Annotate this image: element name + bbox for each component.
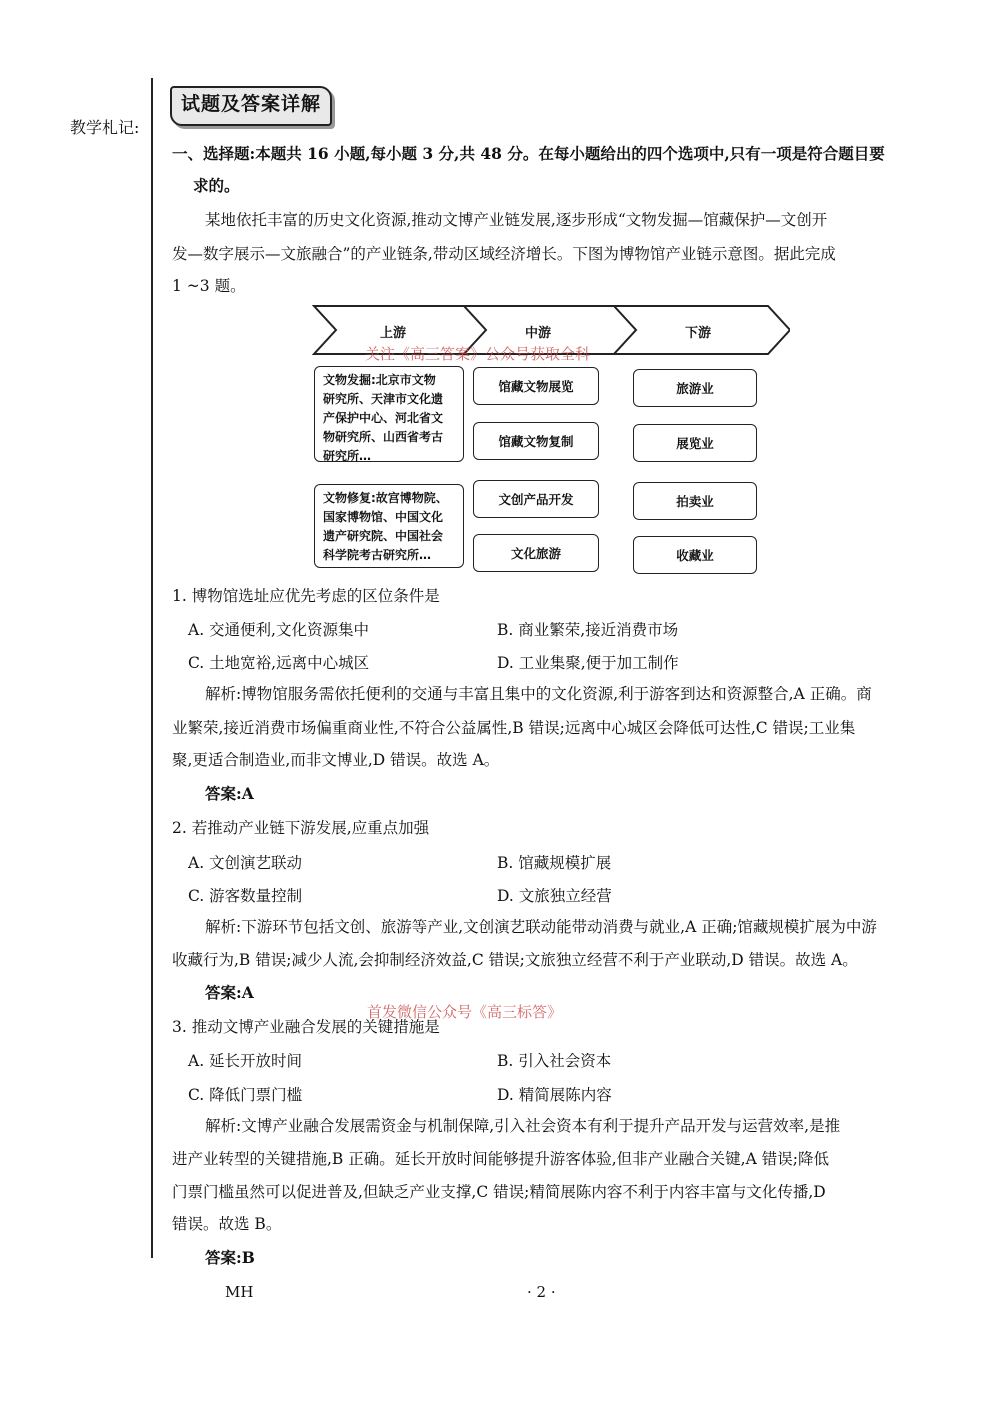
upstream-excavation-box bbox=[314, 366, 464, 462]
section-banner: 试题及答案详解 bbox=[170, 86, 332, 126]
box-line: 遗产研究院、中国社会 bbox=[323, 529, 444, 543]
downstream-item: 展览业 bbox=[633, 424, 757, 462]
question-3-analysis-line1: 解析:文博产业融合发展需资金与机制保障,引入社会资本有利于提升产品开发与运营效率,是推 bbox=[205, 1117, 841, 1135]
box-line: 研究所、天津市文化遗 bbox=[323, 392, 444, 406]
question-2-option-a: A. 文创演艺联动 bbox=[188, 854, 303, 872]
question-2-answer: 答案:A bbox=[205, 983, 254, 1002]
question-1-stem: 1. 博物馆选址应优先考虑的区位条件是 bbox=[172, 587, 440, 605]
section-heading-line1: 一、选择题:本题共 16 小题,每小题 3 分,共 48 分。在每小题给出的四个选项中,只有一项是符合题目要 bbox=[172, 144, 885, 163]
box-line: 研究所… bbox=[323, 449, 372, 463]
downstream-item: 拍卖业 bbox=[633, 482, 757, 520]
stage-downstream: 下游 bbox=[685, 326, 712, 341]
industry-chain-diagram bbox=[300, 300, 790, 580]
question-2-stem: 2. 若推动产业链下游发展,应重点加强 bbox=[172, 819, 430, 837]
question-3-answer: 答案:B bbox=[205, 1248, 255, 1267]
question-2-analysis-line1: 解析:下游环节包括文创、旅游等产业,文创演艺联动能带动消费与就业,A 正确;馆藏规模扩展为中游 bbox=[205, 918, 877, 936]
box-line: 物研究所、山西省考古 bbox=[323, 430, 444, 444]
question-3-stem: 3. 推动文博产业融合发展的关键措施是 bbox=[172, 1018, 440, 1036]
upstream-restoration-box bbox=[314, 484, 464, 568]
midstream-item: 馆藏文物复制 bbox=[473, 422, 599, 460]
stage-midstream: 中游 bbox=[525, 326, 552, 341]
question-2-option-d: D. 文旅独立经营 bbox=[497, 887, 612, 905]
question-2-option-c: C. 游客数量控制 bbox=[188, 887, 303, 905]
box-line: 国家博物馆、中国文化 bbox=[323, 510, 444, 524]
intro-line2: 发—数字展示—文旅融合”的产业链条,带动区域经济增长。下图为博物馆产业链示意图。据此完成 bbox=[172, 245, 836, 263]
watermark-top: 关注《高三答案》公众号获取全科 bbox=[365, 345, 591, 363]
question-2-analysis-line2: 收藏行为,B 错误;减少人流,会抑制经济效益,C 错误;文旅独立经营不利于产业联动,D 错误。故选 A。 bbox=[172, 951, 858, 969]
section-heading-line2: 求的。 bbox=[193, 176, 240, 195]
margin-divider bbox=[151, 78, 153, 1258]
midstream-item: 馆藏文物展览 bbox=[473, 367, 599, 405]
box-line: 科学院考古研究所… bbox=[323, 548, 432, 562]
question-1-option-a: A. 交通便利,文化资源集中 bbox=[188, 621, 369, 639]
question-3-option-c: C. 降低门票门槛 bbox=[188, 1086, 303, 1104]
question-2-option-b: B. 馆藏规模扩展 bbox=[497, 854, 612, 872]
footer-code: MH bbox=[225, 1283, 254, 1301]
question-3-option-a: A. 延长开放时间 bbox=[188, 1052, 303, 1070]
question-3-analysis-line2: 进产业转型的关键措施,B 正确。延长开放时间能够提升游客体验,但非产业融合关键,A 错误;降低 bbox=[172, 1150, 829, 1168]
question-1-option-d: D. 工业集聚,便于加工制作 bbox=[497, 654, 679, 672]
question-3-option-b: B. 引入社会资本 bbox=[497, 1052, 612, 1070]
midstream-item: 文创产品开发 bbox=[473, 480, 599, 518]
question-1-analysis-line3: 聚,更适合制造业,而非文博业,D 错误。故选 A。 bbox=[172, 751, 500, 769]
stage-upstream: 上游 bbox=[380, 326, 407, 341]
question-3-analysis-line3: 门票门槛虽然可以促进普及,但缺乏产业支撑,C 错误;精简展陈内容不利于内容丰富与文化传播,D bbox=[172, 1183, 826, 1201]
watermark-middle: 首发微信公众号《高三标答》 bbox=[367, 1003, 563, 1021]
box-line: 文物修复:故宫博物院、 bbox=[323, 491, 448, 505]
intro-line1: 某地依托丰富的历史文化资源,推动文博产业链发展,逐步形成“文物发掘—馆藏保护—文创开 bbox=[205, 211, 828, 229]
question-1-option-b: B. 商业繁荣,接近消费市场 bbox=[497, 621, 679, 639]
box-line: 文物发掘:北京市文物 bbox=[323, 373, 436, 387]
page-number: · 2 · bbox=[527, 1283, 556, 1301]
question-3-analysis-line4: 错误。故选 B。 bbox=[172, 1215, 282, 1233]
downstream-item: 旅游业 bbox=[633, 369, 757, 407]
downstream-item: 收藏业 bbox=[633, 536, 757, 574]
teaching-notes-label: 教学札记: bbox=[70, 118, 140, 137]
box-line: 产保护中心、河北省文 bbox=[323, 411, 444, 425]
question-1-analysis-line2: 业繁荣,接近消费市场偏重商业性,不符合公益属性,B 错误;远离中心城区会降低可达性,C 错误;工业集 bbox=[172, 719, 856, 737]
question-1-answer: 答案:A bbox=[205, 784, 254, 803]
question-1-option-c: C. 土地宽裕,远离中心城区 bbox=[188, 654, 370, 672]
intro-line3: 1 ~3 题。 bbox=[172, 277, 246, 295]
question-1-analysis-line1: 解析:博物馆服务需依托便利的交通与丰富且集中的文化资源,利于游客到达和资源整合,A 正确。商 bbox=[205, 685, 872, 703]
question-3-option-d: D. 精简展陈内容 bbox=[497, 1086, 612, 1104]
midstream-item: 文化旅游 bbox=[473, 534, 599, 572]
